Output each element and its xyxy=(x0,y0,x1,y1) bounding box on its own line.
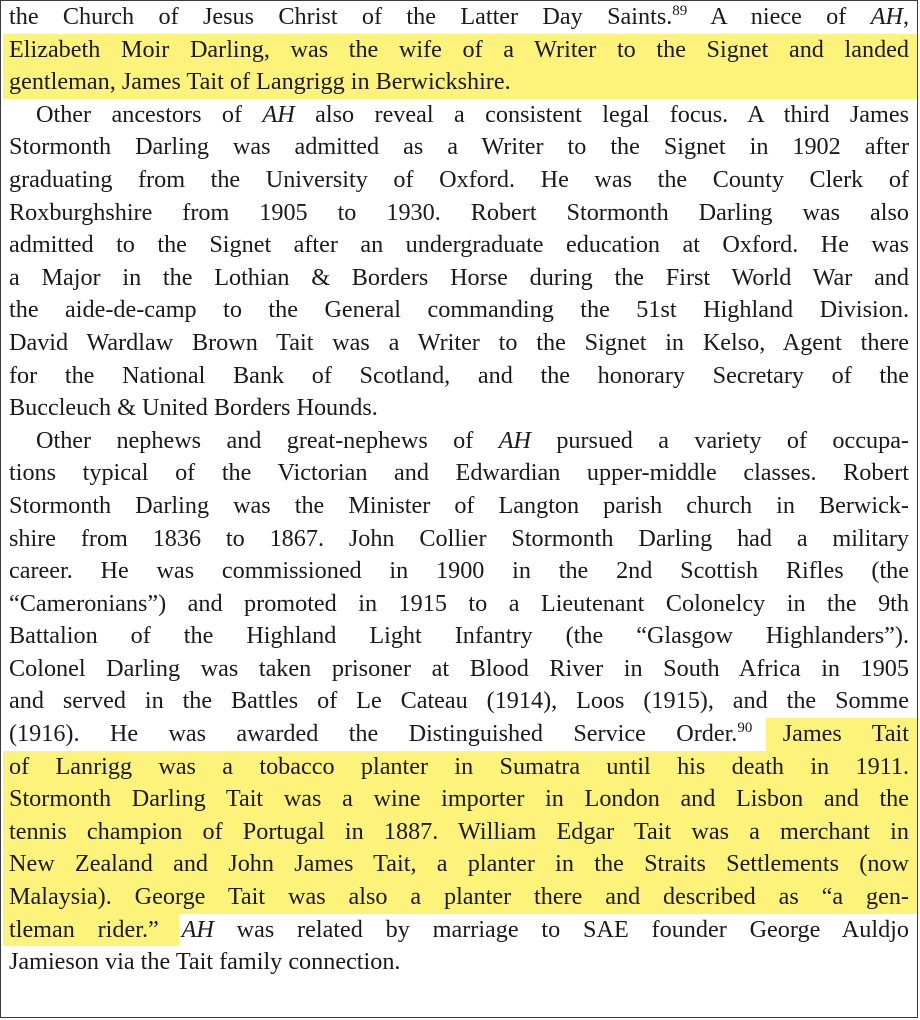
text-line: the aide-de-camp to the General commanding the 51st Highland Division. xyxy=(9,296,909,324)
text-line-partial-highlight: (1916). He was awarded the Distinguished Service Order.$^{90}$ James Tait xyxy=(9,718,909,751)
text-line: career. He was commissioned in 1900 in the 2nd Scottish Rifles (the xyxy=(9,557,909,585)
text-line: Buccleuch & United Borders Hounds. xyxy=(9,394,378,422)
text-line: Stormonth Darling was the Minister of Langton parish church in Berwick- xyxy=(9,491,909,519)
text-line-highlighted: New Zealand and John James Tait, a planter in the Straits Settlements (now xyxy=(9,848,909,881)
text-line-highlighted: tennis champion of Portugal in 1887. William Edgar Tait was a merchant in xyxy=(9,816,909,849)
text-line: and served in the Battles of Le Cateau (1914), Loos (1915), and the Somme xyxy=(9,687,909,715)
text-line: a Major in the Lothian & Borders Horse during the First World War and xyxy=(9,263,909,291)
text-line-highlighted: Elizabeth Moir Darling, was the wife of a Writer to the Signet and landed xyxy=(9,34,909,67)
text-line-partial-highlight: tleman rider.” AH was related by marriage to SAE founder George Auldjo xyxy=(9,914,909,947)
text-line: “Cameronians”) and promoted in 1915 to a Lieutenant Colonelcy in the 9th xyxy=(9,589,909,617)
text-line: tions typical of the Victorian and Edwardian upper-middle classes. Robert xyxy=(9,459,909,487)
text-line: Battalion of the Highland Light Infantry (the “Glasgow Highlanders”). xyxy=(9,622,909,650)
text-line: Colonel Darling was taken prisoner at Blood River in South Africa in 1905 xyxy=(9,654,909,682)
text-line: admitted to the Signet after an undergraduate education at Oxford. He was xyxy=(9,231,909,259)
document-text xyxy=(9,1,909,979)
text-line: Stormonth Darling was admitted as a Writer to the Signet in 1902 after xyxy=(9,133,909,161)
paragraph-start: Other ancestors of AH also reveal a consistent legal focus. A third James xyxy=(36,100,910,128)
text-line-highlighted: gentleman, James Tait of Langrigg in Berwickshire. xyxy=(9,66,909,99)
text-line-highlighted: Malaysia). George Tait was also a planter there and described as “a gen- xyxy=(9,881,909,914)
text-line: Roxburghshire from 1905 to 1930. Robert Stormonth Darling was also xyxy=(9,198,909,226)
text-line: the Church of Jesus Christ of the Latter Day Saints.$^{89}$ A niece of AH, xyxy=(9,3,909,30)
text-line: David Wardlaw Brown Tait was a Writer to the Signet in Kelso, Agent there xyxy=(9,328,909,356)
text-line: for the National Bank of Scotland, and the honorary Secretary of the xyxy=(9,361,909,389)
text-line-highlighted: Stormonth Darling Tait was a wine importer in London and Lisbon and the xyxy=(9,783,909,816)
text-line: graduating from the University of Oxford. He was the County Clerk of xyxy=(9,165,909,193)
text-line: shire from 1836 to 1867. John Collier Stormonth Darling had a military xyxy=(9,524,909,552)
paragraph-start: Other nephews and great-nephews of AH pursued a variety of occupa- xyxy=(36,426,909,454)
text-line: Jamieson via the Tait family connection. xyxy=(9,948,401,976)
text-line-highlighted: of Lanrigg was a tobacco planter in Sumatra until his death in 1911. xyxy=(9,751,909,784)
